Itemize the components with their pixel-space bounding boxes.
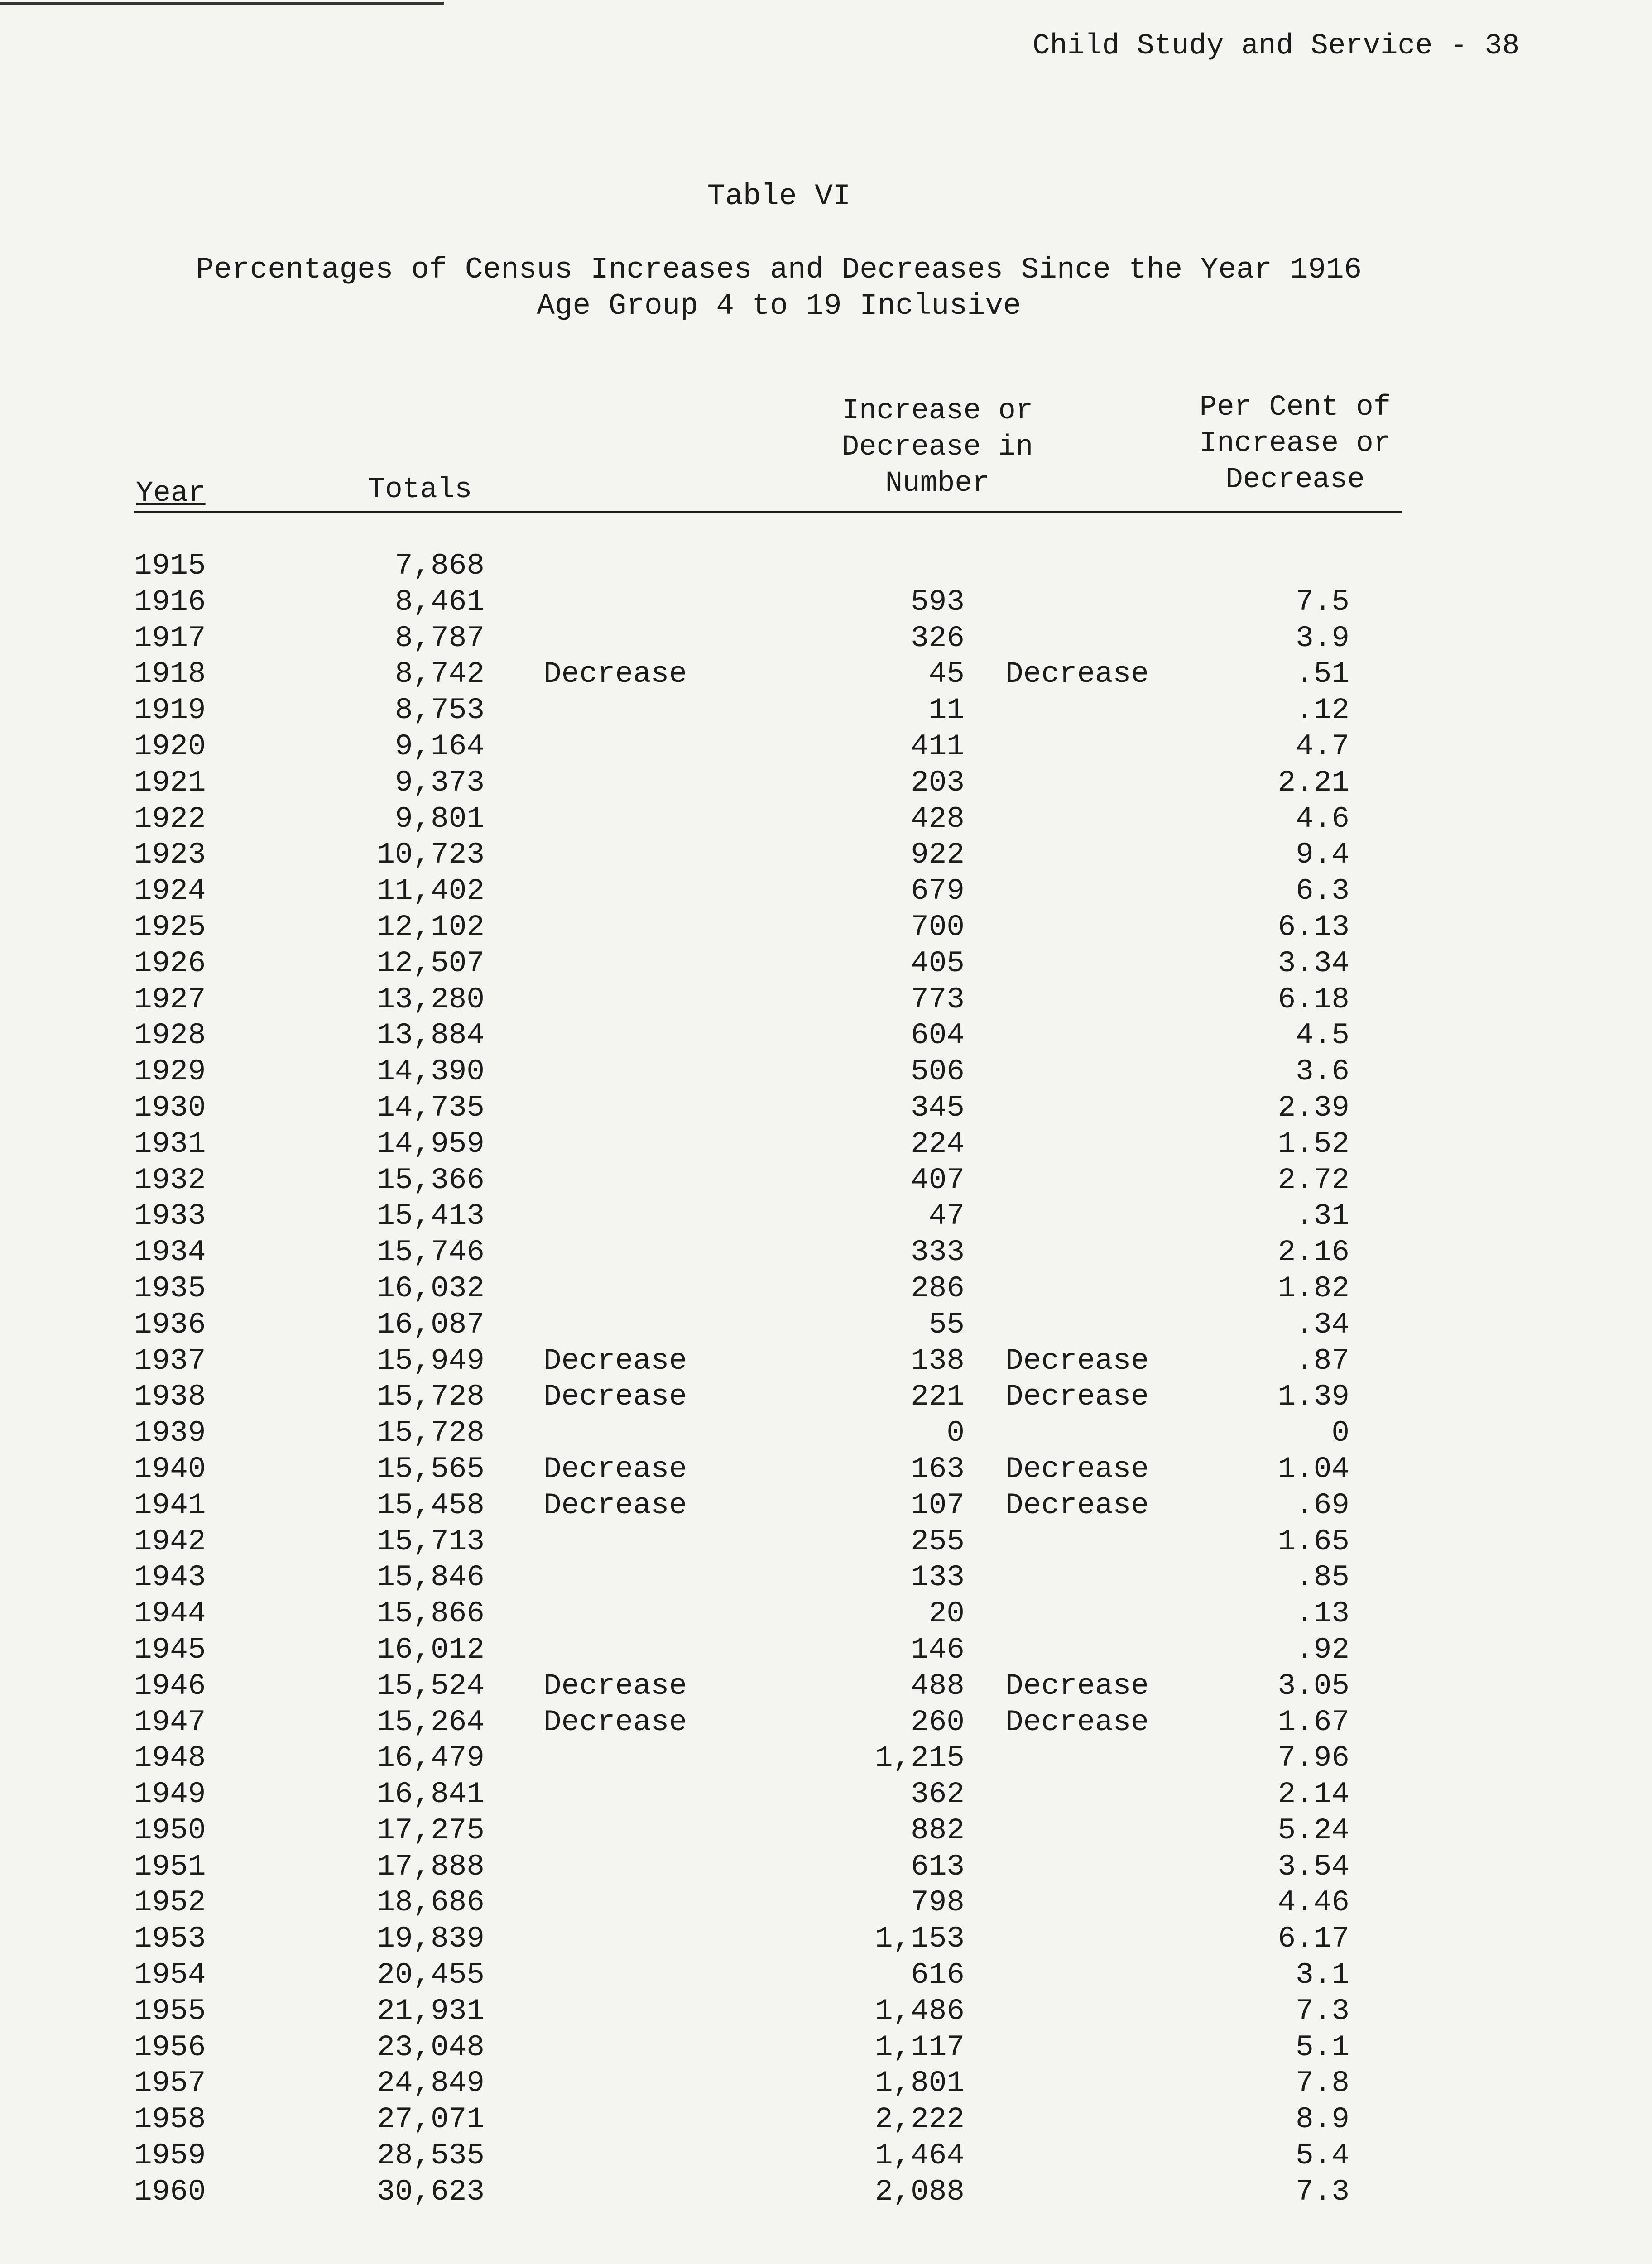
total-cell: 24,849 [377, 2066, 485, 2101]
percent-cell: 5.1 [1296, 2030, 1349, 2064]
year-cell: 1920 [134, 729, 206, 763]
total-cell: 11,402 [377, 874, 485, 908]
percent-cell: 7.5 [1296, 585, 1349, 619]
percent-cell: 6.3 [1296, 874, 1349, 908]
total-note-cell: Decrease [543, 1488, 687, 1522]
percent-cell: 5.4 [1296, 2139, 1349, 2173]
total-cell: 14,959 [377, 1127, 485, 1161]
running-head: Child Study and Service - 38 [1032, 30, 1520, 62]
total-cell: 15,728 [377, 1380, 485, 1414]
number-note-cell: Decrease [1005, 1452, 1149, 1486]
year-cell: 1930 [134, 1090, 206, 1125]
number-cell: 47 [928, 1199, 965, 1233]
total-note-cell: Decrease [543, 1343, 687, 1378]
census-table-body [0, 548, 1652, 2210]
number-cell: 362 [911, 1777, 965, 1812]
percent-cell: 7.3 [1296, 1994, 1349, 2028]
total-cell: 15,846 [377, 1560, 485, 1595]
percent-cell: 0 [1331, 1416, 1349, 1450]
percent-cell: 2.21 [1277, 765, 1349, 800]
table-row [0, 1993, 1652, 2029]
column-header-year: Year [136, 477, 206, 510]
year-cell: 1929 [134, 1055, 206, 1089]
table-row [0, 2138, 1652, 2174]
percent-cell: .34 [1296, 1307, 1349, 1342]
number-cell: 107 [911, 1488, 965, 1522]
percent-cell: 1.52 [1277, 1127, 1349, 1161]
year-cell: 1926 [134, 946, 206, 980]
table-row [0, 1090, 1652, 1126]
total-cell: 19,839 [377, 1922, 485, 1956]
year-cell: 1923 [134, 838, 206, 872]
total-cell: 15,264 [377, 1705, 485, 1739]
table-row [0, 1632, 1652, 1668]
number-cell: 488 [911, 1669, 965, 1703]
number-cell: 133 [911, 1560, 965, 1595]
percent-cell: 7.96 [1277, 1741, 1349, 1775]
year-cell: 1927 [134, 982, 206, 1017]
percent-cell: 4.7 [1296, 729, 1349, 763]
year-cell: 1915 [134, 549, 206, 583]
year-cell: 1943 [134, 1560, 206, 1595]
table-row [0, 1740, 1652, 1776]
percent-cell: .31 [1296, 1199, 1349, 1233]
total-cell: 12,102 [377, 910, 485, 944]
total-cell: 8,742 [394, 657, 485, 691]
year-cell: 1918 [134, 657, 206, 691]
table-row [0, 2174, 1652, 2210]
year-cell: 1944 [134, 1597, 206, 1631]
column-header-increase-decrease-number [829, 393, 1046, 502]
total-note-cell: Decrease [543, 1705, 687, 1739]
number-cell: 2,222 [874, 2102, 965, 2137]
percent-cell: 3.6 [1296, 1055, 1349, 1089]
number-cell: 882 [911, 1813, 965, 1847]
total-cell: 30,623 [377, 2174, 485, 2209]
table-row [0, 945, 1652, 982]
percent-cell: 3.34 [1277, 946, 1349, 980]
percent-cell: .92 [1296, 1632, 1349, 1667]
year-cell: 1939 [134, 1416, 206, 1450]
total-cell: 9,373 [394, 765, 485, 800]
table-row [0, 1198, 1652, 1234]
number-cell: 11 [928, 693, 965, 728]
year-cell: 1941 [134, 1488, 206, 1522]
total-cell: 18,686 [377, 1885, 485, 1920]
table-row [0, 1921, 1652, 1957]
number-cell: 20 [928, 1597, 965, 1631]
table-subtitle-age-group: Age Group 4 to 19 Inclusive [537, 289, 1021, 323]
year-cell: 1922 [134, 801, 206, 836]
year-cell: 1936 [134, 1307, 206, 1342]
table-row [0, 729, 1652, 765]
year-cell: 1937 [134, 1343, 206, 1378]
table-subtitle: Percentages of Census Increases and Decreases Since the Year 1916 [196, 253, 1362, 287]
header-line: Decrease in [841, 431, 1033, 464]
number-cell: 1,117 [874, 2030, 965, 2064]
header-line: Decrease [1225, 464, 1365, 496]
year-cell: 1928 [134, 1018, 206, 1053]
percent-cell: .13 [1296, 1597, 1349, 1631]
total-cell: 15,866 [377, 1597, 485, 1631]
year-cell: 1953 [134, 1922, 206, 1956]
header-underline [134, 511, 1402, 513]
number-cell: 1,215 [874, 1741, 965, 1775]
table-row [0, 1704, 1652, 1741]
number-cell: 428 [911, 801, 965, 836]
percent-cell: .51 [1296, 657, 1349, 691]
table-row [0, 656, 1652, 692]
table-row [0, 1343, 1652, 1379]
number-cell: 333 [911, 1235, 965, 1270]
total-cell: 13,884 [377, 1018, 485, 1053]
percent-cell: 6.17 [1277, 1922, 1349, 1956]
number-cell: 326 [911, 621, 965, 655]
number-cell: 1,464 [874, 2139, 965, 2173]
number-note-cell: Decrease [1005, 1488, 1149, 1522]
percent-cell: 2.14 [1277, 1777, 1349, 1812]
percent-cell: 4.5 [1296, 1018, 1349, 1053]
table-row [0, 2101, 1652, 2138]
total-cell: 14,735 [377, 1090, 485, 1125]
year-cell: 1951 [134, 1849, 206, 1884]
table-row [0, 1234, 1652, 1271]
table-row [0, 1559, 1652, 1596]
percent-cell: 7.3 [1296, 2174, 1349, 2209]
percent-cell: .69 [1296, 1488, 1349, 1522]
table-row [0, 1415, 1652, 1451]
number-cell: 411 [911, 729, 965, 763]
number-cell: 798 [911, 1885, 965, 1920]
number-cell: 163 [911, 1452, 965, 1486]
total-cell: 14,390 [377, 1055, 485, 1089]
percent-cell: 7.8 [1296, 2066, 1349, 2101]
table-title: Table VI [707, 179, 851, 213]
percent-cell: 1.67 [1277, 1705, 1349, 1739]
year-cell: 1945 [134, 1632, 206, 1667]
number-cell: 345 [911, 1090, 965, 1125]
table-row [0, 1307, 1652, 1343]
total-cell: 8,753 [394, 693, 485, 728]
total-cell: 8,461 [394, 585, 485, 619]
number-cell: 45 [928, 657, 965, 691]
total-cell: 15,366 [377, 1163, 485, 1197]
header-line: Per Cent of [1199, 391, 1391, 424]
percent-cell: 3.9 [1296, 621, 1349, 655]
year-cell: 1954 [134, 1958, 206, 1992]
percent-cell: 4.46 [1277, 1885, 1349, 1920]
top-edge-rule [0, 2, 444, 5]
total-cell: 7,868 [394, 549, 485, 583]
total-cell: 21,931 [377, 1994, 485, 2028]
year-cell: 1925 [134, 910, 206, 944]
table-row [0, 692, 1652, 729]
total-cell: 17,275 [377, 1813, 485, 1847]
year-cell: 1957 [134, 2066, 206, 2101]
percent-cell: 2.72 [1277, 1163, 1349, 1197]
table-row [0, 1957, 1652, 1993]
table-row [0, 1017, 1652, 1054]
number-cell: 405 [911, 946, 965, 980]
table-row [0, 584, 1652, 620]
percent-cell: 8.9 [1296, 2102, 1349, 2137]
total-cell: 13,280 [377, 982, 485, 1017]
total-cell: 15,524 [377, 1669, 485, 1703]
percent-cell: .87 [1296, 1343, 1349, 1378]
year-cell: 1933 [134, 1199, 206, 1233]
total-cell: 10,723 [377, 838, 485, 872]
table-row [0, 982, 1652, 1018]
year-cell: 1960 [134, 2174, 206, 2209]
total-cell: 15,746 [377, 1235, 485, 1270]
table-row [0, 1776, 1652, 1813]
year-cell: 1934 [134, 1235, 206, 1270]
number-cell: 773 [911, 982, 965, 1017]
table-row [0, 1271, 1652, 1307]
number-cell: 255 [911, 1524, 965, 1559]
year-cell: 1946 [134, 1669, 206, 1703]
percent-cell: 5.24 [1277, 1813, 1349, 1847]
year-cell: 1940 [134, 1452, 206, 1486]
year-cell: 1947 [134, 1705, 206, 1739]
percent-cell: .85 [1296, 1560, 1349, 1595]
total-cell: 8,787 [394, 621, 485, 655]
year-cell: 1931 [134, 1127, 206, 1161]
number-cell: 922 [911, 838, 965, 872]
total-cell: 27,071 [377, 2102, 485, 2137]
total-note-cell: Decrease [543, 1669, 687, 1703]
percent-cell: 3.1 [1296, 1958, 1349, 1992]
table-row [0, 1668, 1652, 1704]
percent-cell: 1.65 [1277, 1524, 1349, 1559]
table-row [0, 548, 1652, 584]
total-note-cell: Decrease [543, 1380, 687, 1414]
number-cell: 260 [911, 1705, 965, 1739]
table-row [0, 1054, 1652, 1090]
total-cell: 28,535 [377, 2139, 485, 2173]
table-row [0, 765, 1652, 801]
total-cell: 15,565 [377, 1452, 485, 1486]
number-cell: 506 [911, 1055, 965, 1089]
number-note-cell: Decrease [1005, 657, 1149, 691]
header-line: Increase or [841, 395, 1033, 427]
number-cell: 1,153 [874, 1922, 965, 1956]
table-row [0, 801, 1652, 837]
table-row [0, 1524, 1652, 1560]
total-cell: 16,841 [377, 1777, 485, 1812]
number-cell: 138 [911, 1343, 965, 1378]
number-note-cell: Decrease [1005, 1380, 1149, 1414]
percent-cell: 9.4 [1296, 838, 1349, 872]
column-header-totals: Totals [368, 474, 472, 506]
year-cell: 1932 [134, 1163, 206, 1197]
percent-cell: 1.82 [1277, 1271, 1349, 1305]
header-line: Number [885, 467, 990, 500]
percent-cell: 3.05 [1277, 1669, 1349, 1703]
number-note-cell: Decrease [1005, 1343, 1149, 1378]
year-cell: 1935 [134, 1271, 206, 1305]
year-cell: 1942 [134, 1524, 206, 1559]
number-cell: 55 [928, 1307, 965, 1342]
number-cell: 2,088 [874, 2174, 965, 2209]
percent-cell: 6.18 [1277, 982, 1349, 1017]
number-cell: 1,486 [874, 1994, 965, 2028]
table-row [0, 1596, 1652, 1632]
column-header-percent [1177, 389, 1413, 498]
percent-cell: .12 [1296, 693, 1349, 728]
total-cell: 15,413 [377, 1199, 485, 1233]
table-row [0, 909, 1652, 945]
total-cell: 15,949 [377, 1343, 485, 1378]
year-cell: 1916 [134, 585, 206, 619]
total-cell: 15,713 [377, 1524, 485, 1559]
total-cell: 15,458 [377, 1488, 485, 1522]
total-cell: 16,087 [377, 1307, 485, 1342]
number-cell: 203 [911, 765, 965, 800]
table-row [0, 837, 1652, 873]
year-cell: 1917 [134, 621, 206, 655]
header-line: Increase or [1199, 427, 1391, 460]
percent-cell: 1.39 [1277, 1380, 1349, 1414]
year-cell: 1921 [134, 765, 206, 800]
total-cell: 15,728 [377, 1416, 485, 1450]
percent-cell: 1.04 [1277, 1452, 1349, 1486]
number-cell: 286 [911, 1271, 965, 1305]
year-cell: 1950 [134, 1813, 206, 1847]
year-cell: 1949 [134, 1777, 206, 1812]
percent-cell: 3.54 [1277, 1849, 1349, 1884]
number-cell: 221 [911, 1380, 965, 1414]
year-cell: 1919 [134, 693, 206, 728]
number-cell: 613 [911, 1849, 965, 1884]
year-cell: 1956 [134, 2030, 206, 2064]
number-note-cell: Decrease [1005, 1669, 1149, 1703]
number-note-cell: Decrease [1005, 1705, 1149, 1739]
table-row [0, 1885, 1652, 1921]
percent-cell: 6.13 [1277, 910, 1349, 944]
year-cell: 1952 [134, 1885, 206, 1920]
year-cell: 1958 [134, 2102, 206, 2137]
table-row [0, 1451, 1652, 1487]
total-cell: 17,888 [377, 1849, 485, 1884]
table-row [0, 2029, 1652, 2066]
total-note-cell: Decrease [543, 657, 687, 691]
year-cell: 1948 [134, 1741, 206, 1775]
year-cell: 1959 [134, 2139, 206, 2173]
total-cell: 16,032 [377, 1271, 485, 1305]
percent-cell: 4.6 [1296, 801, 1349, 836]
table-row [0, 1379, 1652, 1415]
total-cell: 20,455 [377, 1958, 485, 1992]
total-cell: 9,164 [394, 729, 485, 763]
table-row [0, 2065, 1652, 2101]
table-row [0, 1813, 1652, 1849]
number-cell: 593 [911, 585, 965, 619]
table-row [0, 620, 1652, 657]
percent-cell: 2.16 [1277, 1235, 1349, 1270]
total-cell: 9,801 [394, 801, 485, 836]
table-row [0, 1487, 1652, 1524]
percent-cell: 2.39 [1277, 1090, 1349, 1125]
year-cell: 1955 [134, 1994, 206, 2028]
number-cell: 700 [911, 910, 965, 944]
year-cell: 1924 [134, 874, 206, 908]
total-cell: 23,048 [377, 2030, 485, 2064]
number-cell: 604 [911, 1018, 965, 1053]
number-cell: 616 [911, 1958, 965, 1992]
number-cell: 1,801 [874, 2066, 965, 2101]
table-row [0, 873, 1652, 909]
number-cell: 0 [946, 1416, 965, 1450]
table-row [0, 1126, 1652, 1162]
number-cell: 224 [911, 1127, 965, 1161]
table-row [0, 1849, 1652, 1885]
total-note-cell: Decrease [543, 1452, 687, 1486]
number-cell: 679 [911, 874, 965, 908]
total-cell: 12,507 [377, 946, 485, 980]
year-cell: 1938 [134, 1380, 206, 1414]
total-cell: 16,479 [377, 1741, 485, 1775]
number-cell: 407 [911, 1163, 965, 1197]
number-cell: 146 [911, 1632, 965, 1667]
total-cell: 16,012 [377, 1632, 485, 1667]
table-row [0, 1162, 1652, 1199]
